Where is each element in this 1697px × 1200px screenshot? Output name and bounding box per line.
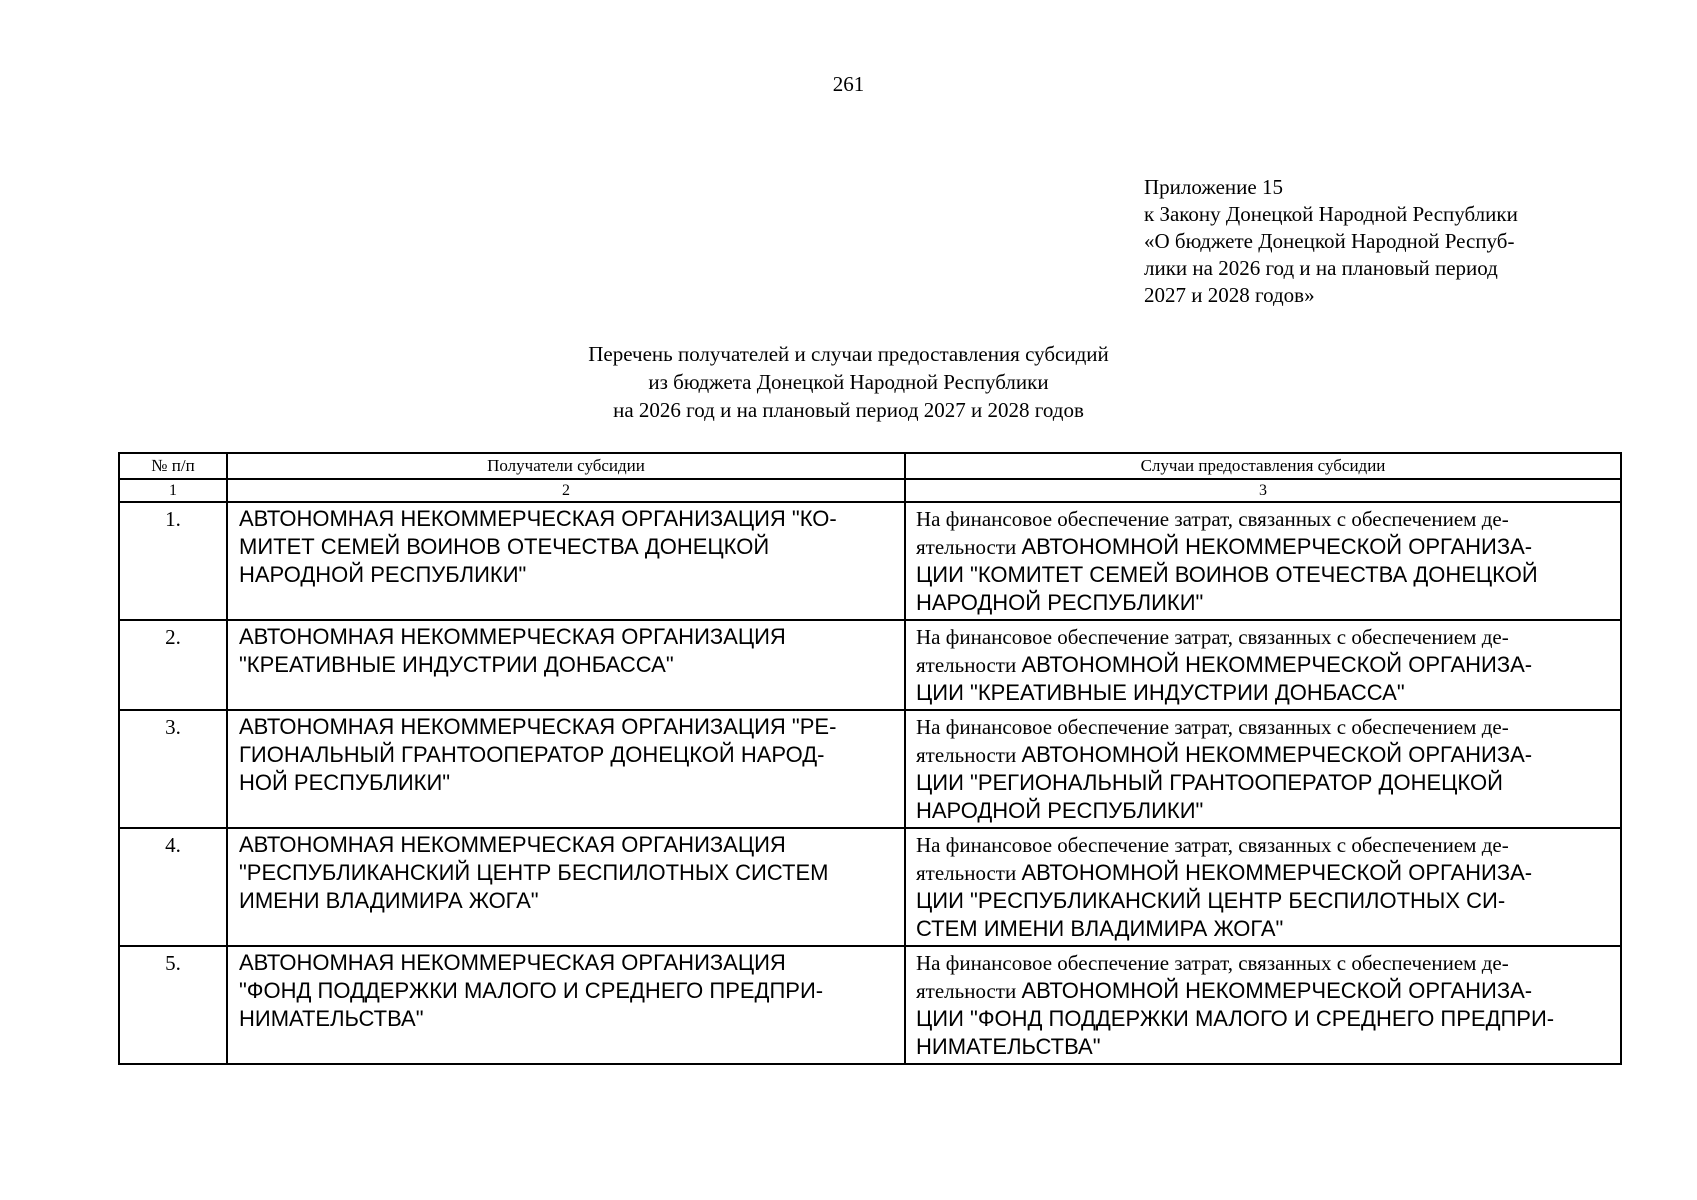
table-row [119, 502, 1621, 620]
row-number: 4. [119, 828, 227, 946]
recipient-line: АВТОНОМНАЯ НЕКОММЕРЧЕСКАЯ ОРГАНИЗАЦИЯ "РЕ- [239, 714, 837, 739]
case-organization-text: АВТОНОМНОЙ НЕКОММЕРЧЕСКОЙ ОРГАНИЗА- [1021, 978, 1533, 1003]
case-organization-text: НАРОДНОЙ РЕСПУБЛИКИ" [916, 798, 1204, 823]
case-line [916, 713, 1610, 741]
case-text: ятельности [916, 743, 1022, 767]
recipient-cell [227, 620, 905, 710]
case-organization-text: АВТОНОМНОЙ НЕКОММЕРЧЕСКОЙ ОРГАНИЗА- [1021, 652, 1533, 677]
case-cell [905, 946, 1621, 1064]
header-number: № п/п [119, 453, 227, 479]
case-line [916, 977, 1610, 1005]
case-cell [905, 828, 1621, 946]
case-text: На финансовое обеспечение затрат, связанных с обеспечением де- [916, 507, 1509, 531]
recipient-line: "КРЕАТИВНЫЕ ИНДУСТРИИ ДОНБАССА" [239, 652, 674, 677]
recipient-cell [227, 710, 905, 828]
title-line: Перечень получателей и случаи предоставления субсидий [588, 342, 1109, 366]
table-row [119, 710, 1621, 828]
case-organization-text: ЦИИ "РЕСПУБЛИКАНСКИЙ ЦЕНТР БЕСПИЛОТНЫХ СИ- [916, 888, 1506, 913]
appendix-line: Приложение 15 [1144, 175, 1283, 199]
column-number: 2 [227, 479, 905, 502]
recipient-line: НАРОДНОЙ РЕСПУБЛИКИ" [239, 562, 527, 587]
title-line: из бюджета Донецкой Народной Республики [648, 370, 1049, 394]
appendix-reference [1144, 174, 1604, 309]
column-number: 1 [119, 479, 227, 502]
row-number: 3. [119, 710, 227, 828]
recipient-line: ГИОНАЛЬНЫЙ ГРАНТООПЕРАТОР ДОНЕЦКОЙ НАРОД- [239, 742, 825, 767]
recipient-line: "РЕСПУБЛИКАНСКИЙ ЦЕНТР БЕСПИЛОТНЫХ СИСТЕМ [239, 860, 829, 885]
case-organization-text: СТЕМ ИМЕНИ ВЛАДИМИРА ЖОГА" [916, 916, 1284, 941]
row-number: 1. [119, 502, 227, 620]
case-line [916, 623, 1610, 651]
case-organization-text: АВТОНОМНОЙ НЕКОММЕРЧЕСКОЙ ОРГАНИЗА- [1021, 534, 1533, 559]
case-organization-text: АВТОНОМНОЙ НЕКОММЕРЧЕСКОЙ ОРГАНИЗА- [1021, 742, 1533, 767]
table-row [119, 946, 1621, 1064]
header-cases: Случаи предоставления субсидии [905, 453, 1621, 479]
case-line [916, 589, 1610, 617]
recipient-line: МИТЕТ СЕМЕЙ ВОИНОВ ОТЕЧЕСТВА ДОНЕЦКОЙ [239, 534, 770, 559]
case-line [916, 769, 1610, 797]
subsidies-table [118, 452, 1622, 1065]
case-line [916, 831, 1610, 859]
recipient-cell [227, 502, 905, 620]
case-line [916, 1005, 1610, 1033]
document-title [0, 340, 1697, 424]
recipient-line: НОЙ РЕСПУБЛИКИ" [239, 770, 451, 795]
case-line [916, 505, 1610, 533]
case-line [916, 1033, 1610, 1061]
case-line [916, 533, 1610, 561]
case-text: На финансовое обеспечение затрат, связанных с обеспечением де- [916, 951, 1509, 975]
case-organization-text: ЦИИ "ФОНД ПОДДЕРЖКИ МАЛОГО И СРЕДНЕГО ПРЕДПРИ- [916, 1006, 1555, 1031]
case-text: На финансовое обеспечение затрат, связанных с обеспечением де- [916, 715, 1509, 739]
case-organization-text: АВТОНОМНОЙ НЕКОММЕРЧЕСКОЙ ОРГАНИЗА- [1021, 860, 1533, 885]
recipient-line: НИМАТЕЛЬСТВА" [239, 1006, 424, 1031]
case-line [916, 561, 1610, 589]
recipient-line: АВТОНОМНАЯ НЕКОММЕРЧЕСКАЯ ОРГАНИЗАЦИЯ [239, 950, 786, 975]
case-text: ятельности [916, 861, 1022, 885]
case-line [916, 915, 1610, 943]
appendix-line: к Закону Донецкой Народной Республики [1144, 202, 1518, 226]
recipient-cell [227, 828, 905, 946]
case-line [916, 859, 1610, 887]
case-line [916, 949, 1610, 977]
case-cell [905, 620, 1621, 710]
recipient-line: "ФОНД ПОДДЕРЖКИ МАЛОГО И СРЕДНЕГО ПРЕДПРИ- [239, 978, 824, 1003]
case-line [916, 887, 1610, 915]
case-line [916, 797, 1610, 825]
table-body [119, 502, 1621, 1064]
case-text: ятельности [916, 979, 1022, 1003]
case-organization-text: НИМАТЕЛЬСТВА" [916, 1034, 1101, 1059]
row-number: 5. [119, 946, 227, 1064]
case-cell [905, 502, 1621, 620]
case-line [916, 679, 1610, 707]
case-organization-text: НАРОДНОЙ РЕСПУБЛИКИ" [916, 590, 1204, 615]
case-line [916, 741, 1610, 769]
column-number: 3 [905, 479, 1621, 502]
table-row [119, 828, 1621, 946]
recipient-line: АВТОНОМНАЯ НЕКОММЕРЧЕСКАЯ ОРГАНИЗАЦИЯ "КО- [239, 506, 837, 531]
recipient-cell [227, 946, 905, 1064]
case-line [916, 651, 1610, 679]
recipient-line: АВТОНОМНАЯ НЕКОММЕРЧЕСКАЯ ОРГАНИЗАЦИЯ [239, 832, 786, 857]
case-organization-text: ЦИИ "КРЕАТИВНЫЕ ИНДУСТРИИ ДОНБАССА" [916, 680, 1405, 705]
case-text: ятельности [916, 535, 1022, 559]
appendix-line: «О бюджете Донецкой Народной Респуб- [1144, 229, 1515, 253]
case-organization-text: ЦИИ "РЕГИОНАЛЬНЫЙ ГРАНТООПЕРАТОР ДОНЕЦКОЙ [916, 770, 1503, 795]
header-recipients: Получатели субсидии [227, 453, 905, 479]
case-text: На финансовое обеспечение затрат, связанных с обеспечением де- [916, 833, 1509, 857]
column-numbers-row [119, 479, 1621, 502]
table-header-row [119, 453, 1621, 479]
case-text: ятельности [916, 653, 1022, 677]
page-number: 261 [832, 72, 865, 96]
recipient-line: АВТОНОМНАЯ НЕКОММЕРЧЕСКАЯ ОРГАНИЗАЦИЯ [239, 624, 786, 649]
case-cell [905, 710, 1621, 828]
appendix-line: лики на 2026 год и на плановый период [1144, 256, 1498, 280]
case-organization-text: ЦИИ "КОМИТЕТ СЕМЕЙ ВОИНОВ ОТЕЧЕСТВА ДОНЕЦКОЙ [916, 562, 1538, 587]
table-row [119, 620, 1621, 710]
title-line: на 2026 год и на плановый период 2027 и 2028 годов [613, 398, 1084, 422]
case-text: На финансовое обеспечение затрат, связанных с обеспечением де- [916, 625, 1509, 649]
recipient-line: ИМЕНИ ВЛАДИМИРА ЖОГА" [239, 888, 539, 913]
appendix-line: 2027 и 2028 годов» [1144, 283, 1315, 307]
row-number: 2. [119, 620, 227, 710]
